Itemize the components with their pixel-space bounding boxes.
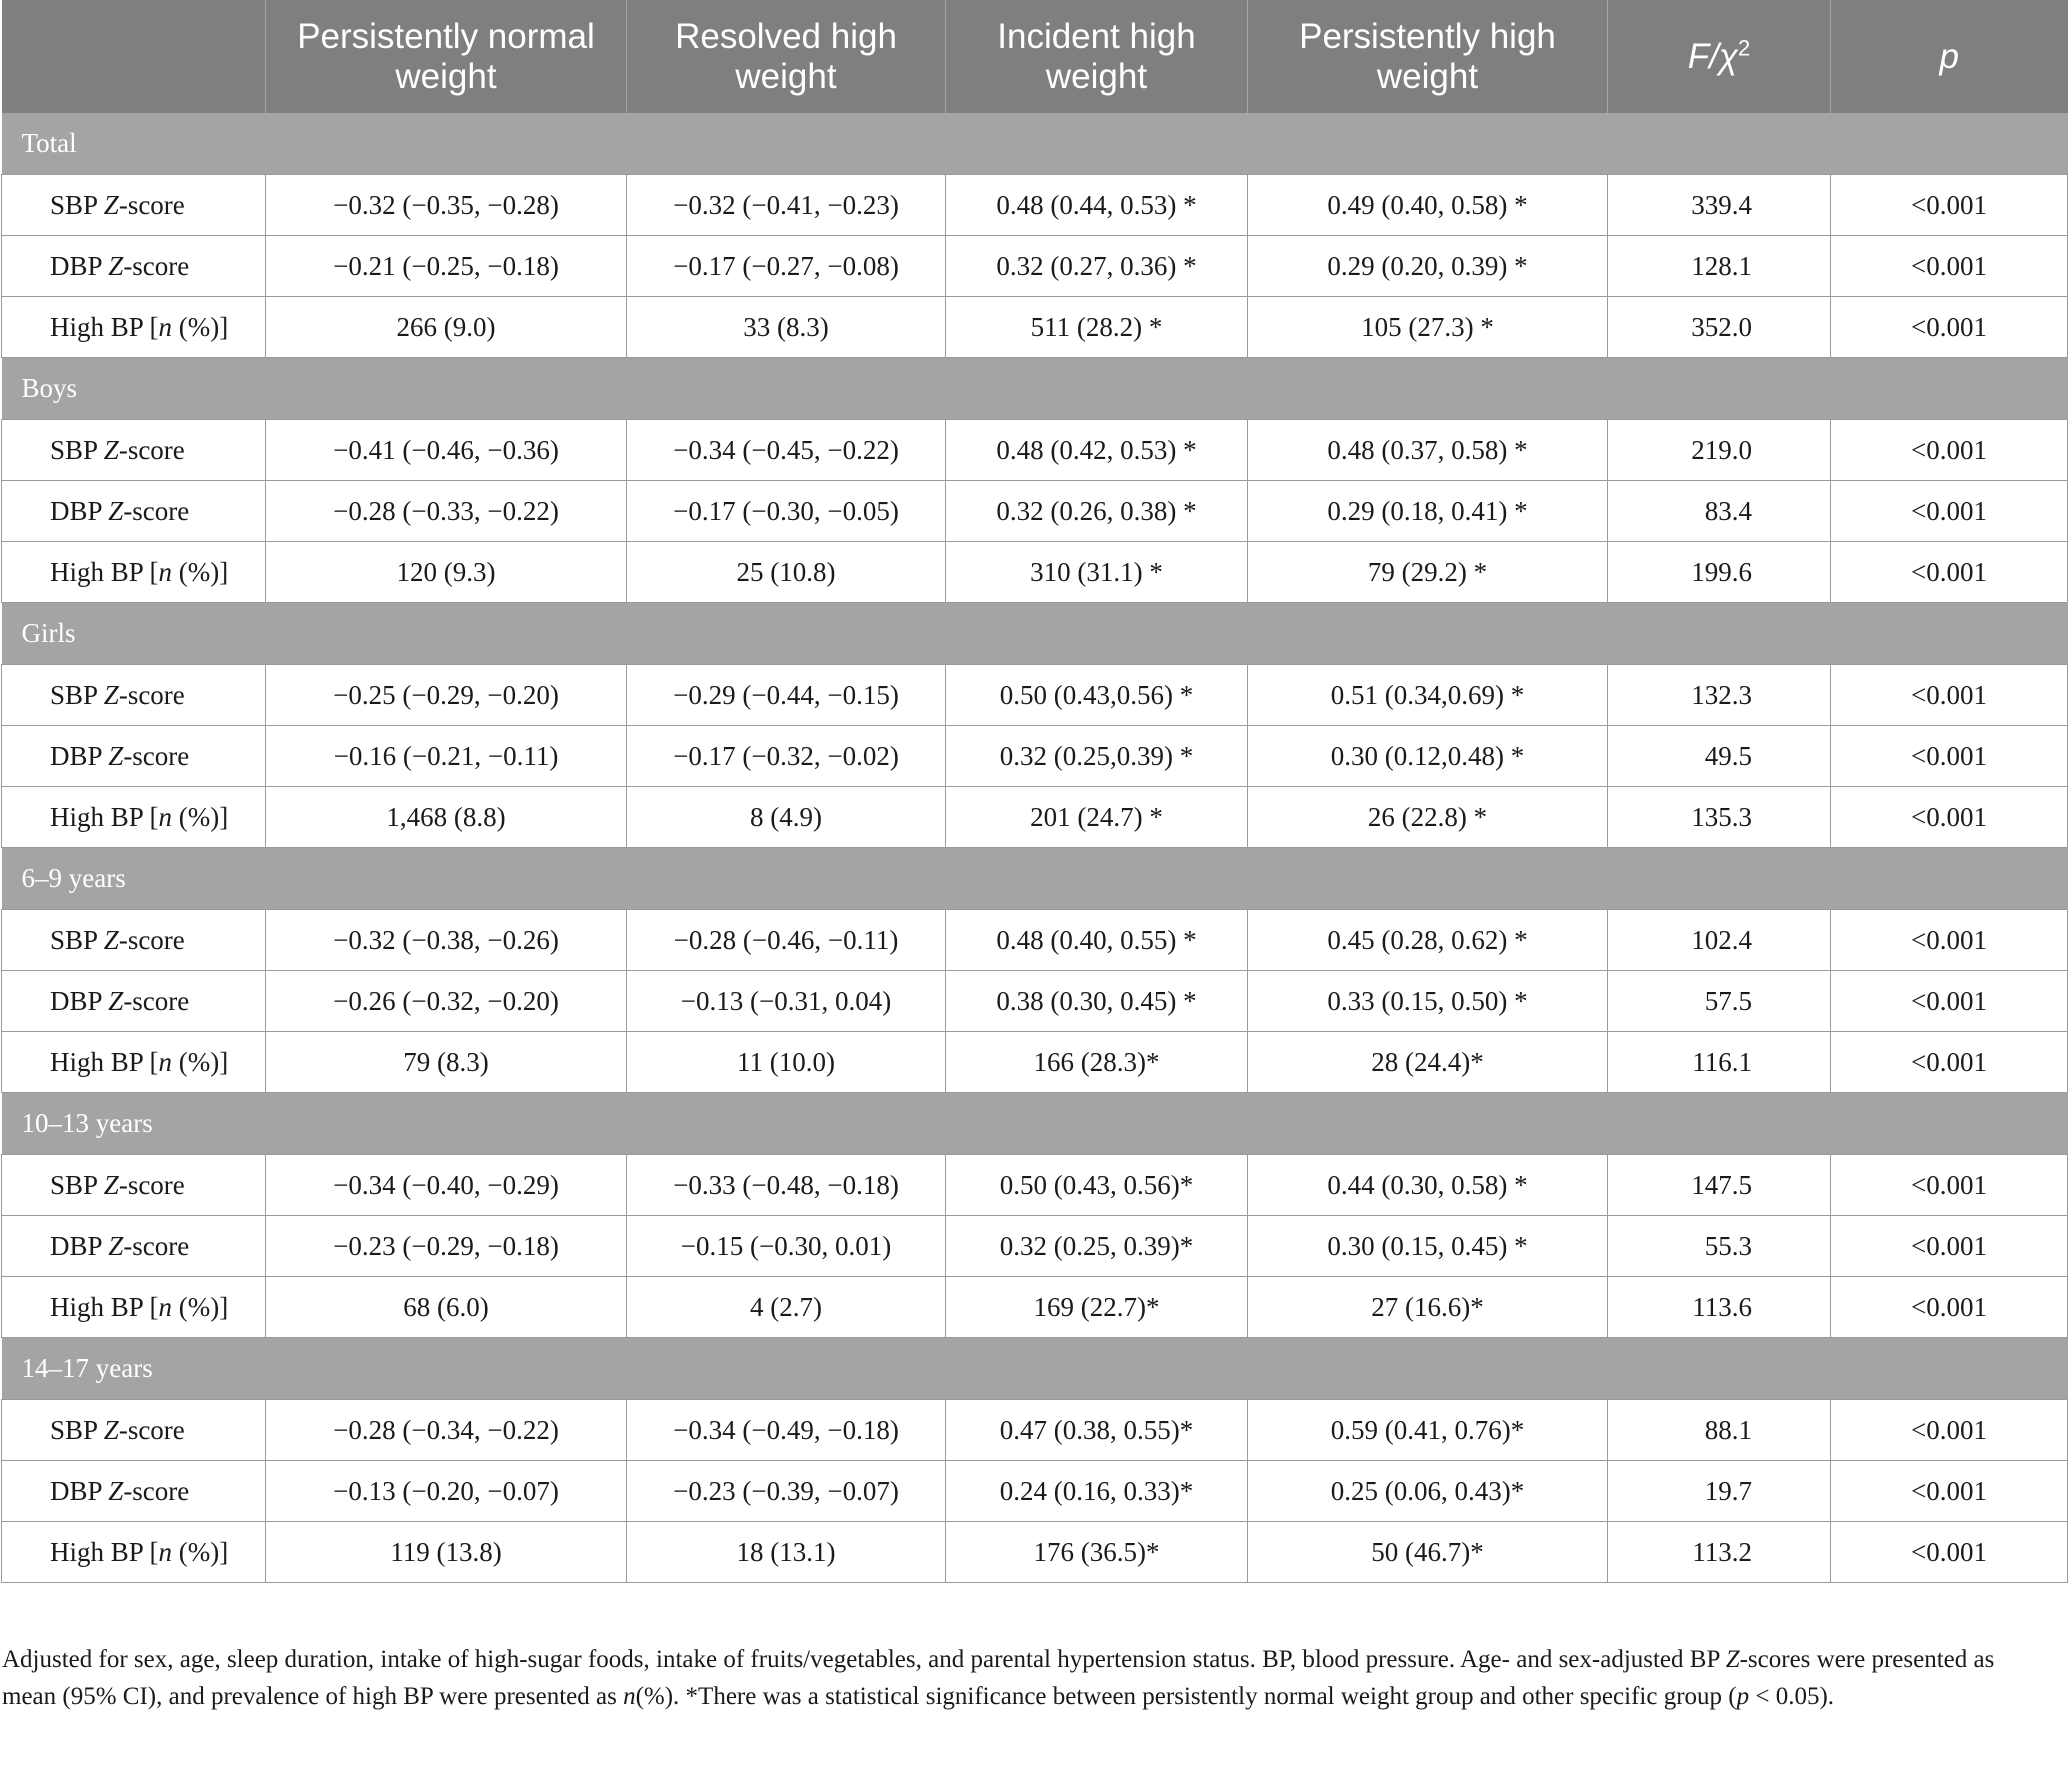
p-value-cell: <0.001 [1831,1277,2068,1338]
group-row [2,603,2068,665]
row-label-part: DBP [50,985,109,1016]
header-persistently-high-weight: Persistently high weight [1248,0,1608,113]
persistently-normal-cell: −0.21 (−0.25, −0.18) [266,236,627,297]
persistently-normal-cell: −0.32 (−0.38, −0.26) [266,910,627,971]
group-title: 6–9 years [2,848,2068,910]
row-label-part: SBP [50,1169,104,1200]
persistently-high-cell: 0.30 (0.12,0.48) * [1248,726,1608,787]
p-value-cell: <0.001 [1831,665,2068,726]
sbp-z-score-row [2,420,2068,481]
footnote-z: Z [1725,1646,1740,1673]
resolved-high-cell: −0.34 (−0.49, −0.18) [627,1400,946,1461]
persistently-high-cell: 0.25 (0.06, 0.43)* [1248,1461,1608,1522]
row-label [2,1216,266,1277]
header-p-value: p [1831,0,2068,113]
incident-high-cell: 310 (31.1) * [946,542,1248,603]
f-chi-cell: 135.3 [1608,787,1831,848]
persistently-normal-cell: −0.23 (−0.29, −0.18) [266,1216,627,1277]
group-row [2,358,2068,420]
table-header [2,0,2068,113]
f-chi-cell: 339.4 [1608,175,1831,236]
row-label-part: -score [118,1414,185,1445]
row-label-part: High BP [ [50,801,159,832]
f-chi-cell: 219.0 [1608,420,1831,481]
row-label-part: High BP [ [50,1046,159,1077]
row-label [2,1155,266,1216]
f-chi-cell: 49.5 [1608,726,1831,787]
row-label-part: SBP [50,679,104,710]
sbp-z-score-row [2,910,2068,971]
row-label [2,1277,266,1338]
incident-high-cell: 166 (28.3)* [946,1032,1248,1093]
table-body [2,113,2068,1583]
row-label-part: Z [103,924,119,955]
row-label-part: (%)] [172,556,229,587]
row-label-part: n [158,1046,173,1077]
footnote-part2: -scores were presented as mean (95% CI), and prevalence of high BP were presented as [2,1646,1995,1710]
persistently-normal-cell: 79 (8.3) [266,1032,627,1093]
p-value-cell: <0.001 [1831,971,2068,1032]
row-label [2,1461,266,1522]
high-bp-row [2,542,2068,603]
high-bp-row [2,1277,2068,1338]
persistently-high-cell: 0.30 (0.15, 0.45) * [1248,1216,1608,1277]
p-value-cell: <0.001 [1831,910,2068,971]
row-label [2,1522,266,1583]
p-value-cell: <0.001 [1831,1216,2068,1277]
persistently-high-cell: 0.29 (0.18, 0.41) * [1248,481,1608,542]
group-row [2,1093,2068,1155]
resolved-high-cell: −0.15 (−0.30, 0.01) [627,1216,946,1277]
resolved-high-cell: 4 (2.7) [627,1277,946,1338]
p-value-cell: <0.001 [1831,481,2068,542]
row-label-part: Z [103,189,119,220]
row-label-part: (%)] [172,311,229,342]
row-label-part: (%)] [172,1046,229,1077]
incident-high-cell: 511 (28.2) * [946,297,1248,358]
row-label-part: High BP [ [50,311,159,342]
row-label-part: -score [118,679,185,710]
row-label-part: -score [123,985,190,1016]
resolved-high-cell: −0.28 (−0.46, −0.11) [627,910,946,971]
persistently-normal-cell: 119 (13.8) [266,1522,627,1583]
row-label-part: -score [123,1475,190,1506]
p-value-cell: <0.001 [1831,1400,2068,1461]
persistently-normal-cell: −0.25 (−0.29, −0.20) [266,665,627,726]
high-bp-row [2,1032,2068,1093]
footnote-part1: Adjusted for sex, age, sleep duration, intake of high-sugar foods, intake of fruits/vegetables, and parental hypertension status. BP, blood pressure. Age- and sex-adjusted BP [2,1646,1726,1673]
row-label-part: -score [123,1230,190,1261]
incident-high-cell: 0.32 (0.25, 0.39)* [946,1216,1248,1277]
row-label-part: -score [123,250,190,281]
row-label-part: DBP [50,740,109,771]
row-label-part: -score [118,924,185,955]
incident-high-cell: 0.47 (0.38, 0.55)* [946,1400,1248,1461]
group-title: Total [2,113,2068,175]
p-value-cell: <0.001 [1831,542,2068,603]
row-label [2,726,266,787]
incident-high-cell: 0.48 (0.40, 0.55) * [946,910,1248,971]
dbp-z-score-row [2,236,2068,297]
p-value-cell: <0.001 [1831,1461,2068,1522]
row-label [2,971,266,1032]
resolved-high-cell: −0.32 (−0.41, −0.23) [627,175,946,236]
footnote-p: p [1736,1683,1750,1710]
p-value-cell: <0.001 [1831,420,2068,481]
f-chi-cell: 352.0 [1608,297,1831,358]
sbp-z-score-row [2,1400,2068,1461]
row-label-part: SBP [50,189,104,220]
row-label [2,481,266,542]
resolved-high-cell: 11 (10.0) [627,1032,946,1093]
f-chi-cell: 147.5 [1608,1155,1831,1216]
row-label [2,1032,266,1093]
persistently-normal-cell: −0.28 (−0.34, −0.22) [266,1400,627,1461]
f-chi-cell: 199.6 [1608,542,1831,603]
persistently-high-cell: 50 (46.7)* [1248,1522,1608,1583]
p-value-cell: <0.001 [1831,175,2068,236]
row-label [2,787,266,848]
row-label [2,1400,266,1461]
row-label-part: Z [108,1230,124,1261]
persistently-high-cell: 26 (22.8) * [1248,787,1608,848]
high-bp-row [2,297,2068,358]
row-label [2,175,266,236]
persistently-normal-cell: −0.34 (−0.40, −0.29) [266,1155,627,1216]
dbp-z-score-row [2,1216,2068,1277]
row-label-part: DBP [50,495,109,526]
p-value-cell: <0.001 [1831,1032,2068,1093]
resolved-high-cell: −0.23 (−0.39, −0.07) [627,1461,946,1522]
footnote-part4: < 0.05). [1749,1683,1835,1710]
dbp-z-score-row [2,1461,2068,1522]
incident-high-cell: 176 (36.5)* [946,1522,1248,1583]
row-label-part: n [158,1291,173,1322]
resolved-high-cell: −0.33 (−0.48, −0.18) [627,1155,946,1216]
f-chi-cell: 55.3 [1608,1216,1831,1277]
persistently-normal-cell: −0.13 (−0.20, −0.07) [266,1461,627,1522]
persistently-high-cell: 79 (29.2) * [1248,542,1608,603]
group-title: 10–13 years [2,1093,2068,1155]
row-label-part: n [158,311,173,342]
row-label [2,665,266,726]
persistently-normal-cell: −0.32 (−0.35, −0.28) [266,175,627,236]
resolved-high-cell: 25 (10.8) [627,542,946,603]
persistently-high-cell: 0.29 (0.20, 0.39) * [1248,236,1608,297]
group-row [2,113,2068,175]
f-chi-cell: 128.1 [1608,236,1831,297]
p-value-cell: <0.001 [1831,297,2068,358]
persistently-high-cell: 0.44 (0.30, 0.58) * [1248,1155,1608,1216]
persistently-high-cell: 0.49 (0.40, 0.58) * [1248,175,1608,236]
f-chi-cell: 57.5 [1608,971,1831,1032]
row-label-part: Z [108,495,124,526]
persistently-high-cell: 105 (27.3) * [1248,297,1608,358]
f-chi-cell: 132.3 [1608,665,1831,726]
group-title: 14–17 years [2,1338,2068,1400]
resolved-high-cell: −0.17 (−0.30, −0.05) [627,481,946,542]
p-value-cell: <0.001 [1831,1155,2068,1216]
f-chi-cell: 83.4 [1608,481,1831,542]
resolved-high-cell: −0.13 (−0.31, 0.04) [627,971,946,1032]
sbp-z-score-row [2,1155,2068,1216]
header-f-chi-sup: 2 [1737,34,1751,60]
footnote-part3: (%). *There was a statistical significance between persistently normal weight group and other specific group ( [635,1683,1737,1710]
header-f-chi-base: F/χ [1687,36,1738,76]
row-label-part: n [158,801,173,832]
f-chi-cell: 19.7 [1608,1461,1831,1522]
persistently-normal-cell: 1,468 (8.8) [266,787,627,848]
p-value-cell: <0.001 [1831,236,2068,297]
persistently-high-cell: 0.51 (0.34,0.69) * [1248,665,1608,726]
header-incident-high-weight: Incident high weight [946,0,1248,113]
p-value-cell: <0.001 [1831,726,2068,787]
row-label [2,236,266,297]
row-label [2,910,266,971]
row-label-part: -score [118,1169,185,1200]
f-chi-cell: 113.2 [1608,1522,1831,1583]
row-label-part: Z [103,434,119,465]
group-title: Girls [2,603,2068,665]
incident-high-cell: 0.48 (0.42, 0.53) * [946,420,1248,481]
dbp-z-score-row [2,481,2068,542]
row-label-part: DBP [50,250,109,281]
header-label-cell [2,0,266,113]
persistently-high-cell: 28 (24.4)* [1248,1032,1608,1093]
f-chi-cell: 88.1 [1608,1400,1831,1461]
f-chi-cell: 113.6 [1608,1277,1831,1338]
row-label-part: Z [108,740,124,771]
f-chi-cell: 116.1 [1608,1032,1831,1093]
persistently-high-cell: 0.45 (0.28, 0.62) * [1248,910,1608,971]
persistently-normal-cell: 120 (9.3) [266,542,627,603]
row-label-part: Z [108,250,124,281]
resolved-high-cell: 18 (13.1) [627,1522,946,1583]
header-f-chi-square [1608,0,1831,113]
incident-high-cell: 0.24 (0.16, 0.33)* [946,1461,1248,1522]
row-label-part: Z [108,1475,124,1506]
row-label-part: (%)] [172,1291,229,1322]
persistently-normal-cell: 68 (6.0) [266,1277,627,1338]
row-label-part: -score [123,495,190,526]
row-label-part: -score [118,434,185,465]
row-label-part: High BP [ [50,556,159,587]
incident-high-cell: 169 (22.7)* [946,1277,1248,1338]
row-label-part: n [158,556,173,587]
persistently-normal-cell: −0.28 (−0.33, −0.22) [266,481,627,542]
results-table [1,0,2068,1583]
row-label [2,420,266,481]
f-chi-cell: 102.4 [1608,910,1831,971]
p-value-cell: <0.001 [1831,787,2068,848]
row-label-part: Z [103,1414,119,1445]
header-row [2,0,2068,113]
row-label-part: SBP [50,434,104,465]
incident-high-cell: 0.38 (0.30, 0.45) * [946,971,1248,1032]
footnote-n: n [623,1683,636,1710]
row-label-part: Z [103,679,119,710]
incident-high-cell: 0.50 (0.43,0.56) * [946,665,1248,726]
persistently-normal-cell: −0.41 (−0.46, −0.36) [266,420,627,481]
p-value-cell: <0.001 [1831,1522,2068,1583]
row-label [2,542,266,603]
row-label-part: High BP [ [50,1291,159,1322]
persistently-high-cell: 0.59 (0.41, 0.76)* [1248,1400,1608,1461]
group-row [2,1338,2068,1400]
resolved-high-cell: −0.34 (−0.45, −0.22) [627,420,946,481]
high-bp-row [2,787,2068,848]
resolved-high-cell: 33 (8.3) [627,297,946,358]
resolved-high-cell: 8 (4.9) [627,787,946,848]
incident-high-cell: 0.32 (0.27, 0.36) * [946,236,1248,297]
persistently-normal-cell: −0.16 (−0.21, −0.11) [266,726,627,787]
row-label-part: SBP [50,924,104,955]
header-resolved-high-weight: Resolved high weight [627,0,946,113]
row-label-part: High BP [ [50,1536,159,1567]
incident-high-cell: 0.50 (0.43, 0.56)* [946,1155,1248,1216]
header-persistently-normal-weight: Persistently normal weight [266,0,627,113]
row-label [2,297,266,358]
row-label-part: -score [118,189,185,220]
row-label-part: SBP [50,1414,104,1445]
persistently-high-cell: 27 (16.6)* [1248,1277,1608,1338]
persistently-normal-cell: 266 (9.0) [266,297,627,358]
persistently-high-cell: 0.48 (0.37, 0.58) * [1248,420,1608,481]
row-label-part: DBP [50,1230,109,1261]
resolved-high-cell: −0.29 (−0.44, −0.15) [627,665,946,726]
persistently-high-cell: 0.33 (0.15, 0.50) * [1248,971,1608,1032]
row-label-part: (%)] [172,1536,229,1567]
incident-high-cell: 201 (24.7) * [946,787,1248,848]
row-label-part: DBP [50,1475,109,1506]
table-footnote [2,1641,2042,1715]
sbp-z-score-row [2,665,2068,726]
row-label-part: Z [103,1169,119,1200]
group-row [2,848,2068,910]
row-label-part: Z [108,985,124,1016]
row-label-part: (%)] [172,801,229,832]
group-title: Boys [2,358,2068,420]
resolved-high-cell: −0.17 (−0.27, −0.08) [627,236,946,297]
dbp-z-score-row [2,971,2068,1032]
dbp-z-score-row [2,726,2068,787]
incident-high-cell: 0.32 (0.26, 0.38) * [946,481,1248,542]
persistently-normal-cell: −0.26 (−0.32, −0.20) [266,971,627,1032]
resolved-high-cell: −0.17 (−0.32, −0.02) [627,726,946,787]
row-label-part: n [158,1536,173,1567]
sbp-z-score-row [2,175,2068,236]
incident-high-cell: 0.32 (0.25,0.39) * [946,726,1248,787]
high-bp-row [2,1522,2068,1583]
incident-high-cell: 0.48 (0.44, 0.53) * [946,175,1248,236]
row-label-part: -score [123,740,190,771]
